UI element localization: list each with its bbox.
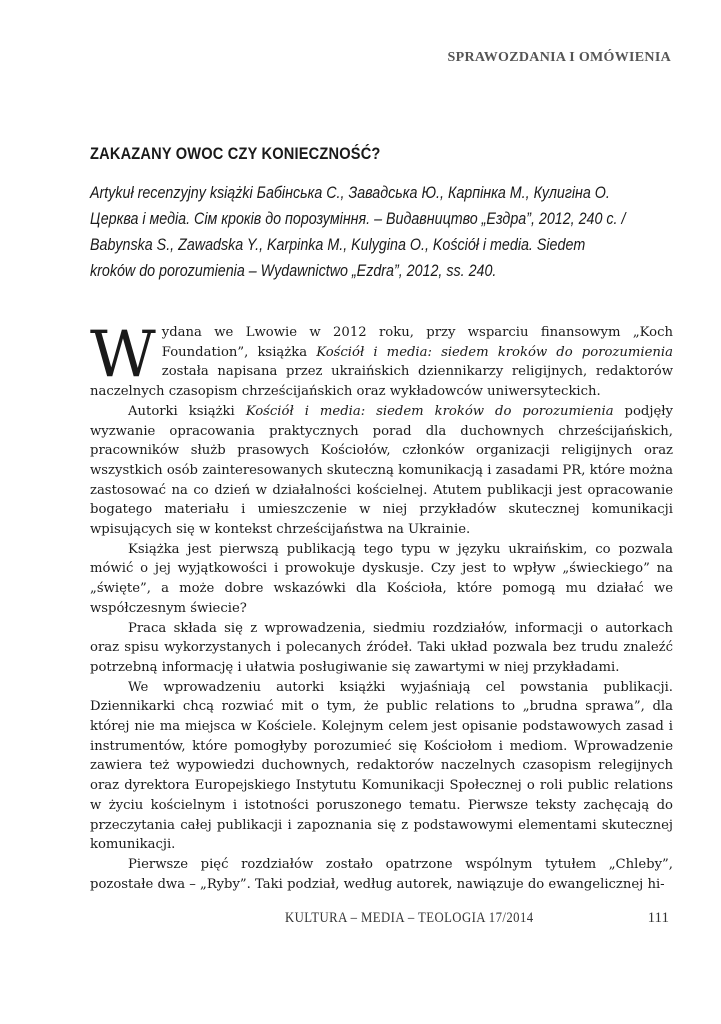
paragraph-4: Praca składa się z wprowadzenia, siedmiu rozdziałów, informacji o autorkach oraz spisu wykorzystanych i polecanych źródeł. Taki układ pozwala bez trudu znaleźć potrzebną informację i ułatwia posługiwanie się zawartymi w niej przykładami. [90,620,673,675]
running-head: SPRAWOZDANIA I OMÓWIENIA [447,50,671,65]
paragraph-1-text-b: została napisana przez ukraińskich dziennikarzy religijnych, redaktorów naczelnych czasopism chrześcijańskich oraz wykładowców uniwersyteckich. [90,364,673,400]
paragraph-1-text-a: ydana we Lwowie w 2012 roku, przy wsparciu finansowym „Koch Foundation”, książka [161,325,673,360]
article-title: ZAKAZANY OWOC CZY KONIECZNOŚĆ? [90,144,381,163]
drop-cap: W [90,318,156,392]
paragraph-2 [90,402,673,540]
article-body [90,318,673,894]
paragraph-2-text-b: podjęły wyzwanie opracowania praktycznych porad dla duchownych chrześcijańskich, pracowników służb prasowych Kościołów, członków organizacji religijnych oraz wszystkich osób zainteresowanych skuteczną komunikacją i zasadami PR, które można zastosować na co dzień w działalności kościelnej. Atutem publikacji jest opracowanie bogatego materiału i umieszczenie w niej przykładów skutecznej komunikacji wpisujących się w kontekst chrześcijaństwa na Ukrainie. [90,403,673,538]
paragraph-6: Pierwsze pięć rozdziałów zostało opatrzone wspólnym tytułem „Chleby”, pozostałe dwa – „Ryby”. Taki podział, według autorek, nawiązuje do ewangelicznej hi- [90,856,673,892]
article-subtitle: Artykuł recenzyjny książki Бабінська С., Завадська Ю., Карпінка М., Кулигіна О. Церква і медіа. Сім кроків до порозуміння. – Видавництво „Ездра”, 2012, 240 с. / Babynska S., Zawadska Y., Karpinka M., Kulygina O., Kościół i media. Siedem kroków do porozumienia – Wydawnictwo „Ezdra”, 2012, ss. 240. [90,183,626,280]
book-title-italic: Kościół i media: siedem kroków do porozumienia [245,403,614,419]
paragraph-1 [90,318,673,402]
journal-footer: KULTURA – MEDIA – TEOLOGIA 17/2014 [285,910,534,926]
paragraph-2-text-a: Autorki książki [128,403,246,419]
page-number: 111 [647,910,669,926]
paragraph-5: We wprowadzeniu autorki książki wyjaśniają cel powstania publikacji. Dziennikarki chcą rozwiać mit o tym, że public relations to „brudna sprawa”, dla której nie ma miejsca w Kościele. Kolejnym celem jest opisanie podstawowych zasad i instrumentów, które pomogłyby porozumieć się Kościołom i mediom. Wprowadzenie zawiera też wypowiedzi duchownych, redaktorów naczelnych czasopism relegijnych oraz dyrektora Europejskiego Instytutu Komunikacji Społecznej o roli public relations w życiu kościelnym i istotności poruszonego tematu. Pierwsze teksty zachęcają do przeczytania całej publikacji i zapoznania się z podstawowymi elementami skutecznej komunikacji. [90,679,673,853]
paragraph-3: Książka jest pierwszą publikacją tego typu w języku ukraińskim, co pozwala mówić o jej wyjątkowości i prowokuje dyskusje. Czy jest to wpływ „świeckiego” na „święte”, a może dobre wskazówki dla Kościoła, które pomogą mu działać we współczesnym świecie? [90,541,673,616]
book-title-italic: Kościół i media: siedem kroków do porozumienia [316,344,673,360]
